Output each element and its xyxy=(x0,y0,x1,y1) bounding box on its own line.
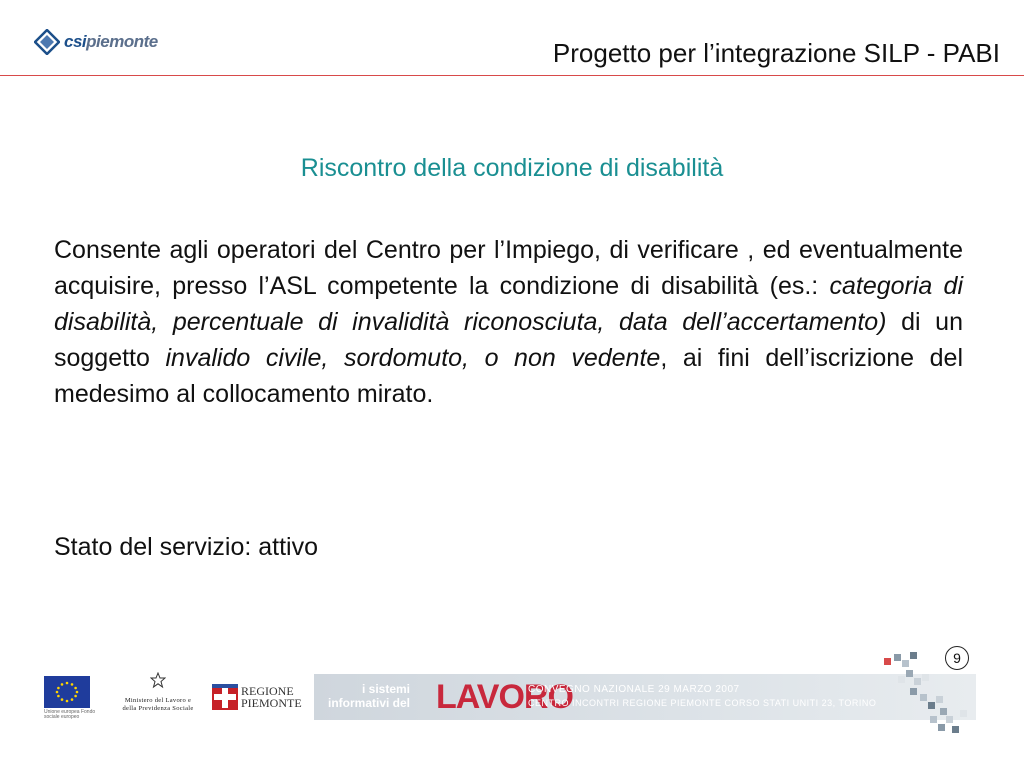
logo-piemonte: piemonte xyxy=(86,32,158,51)
service-status: Stato del servizio: attivo xyxy=(54,533,319,561)
lavoro-banner xyxy=(314,674,976,720)
eu-caption: Unione europea Fondo sociale europeo xyxy=(44,709,96,720)
header-divider xyxy=(0,75,1024,76)
banner-line2: informativi del xyxy=(328,696,411,710)
regione-line2: PIEMONTE xyxy=(241,696,302,710)
banner-event-location: CENTRO INCONTRI REGIONE PIEMONTE CORSO STATI UNITI 23, TORINO xyxy=(528,698,877,708)
page-number: 9 xyxy=(945,646,969,670)
banner-title: LAVORO xyxy=(436,678,573,716)
eu-logo xyxy=(44,676,96,720)
paragraph-text: di un soggetto xyxy=(54,308,963,372)
section-heading: Riscontro della condizione di disabilità xyxy=(300,154,724,182)
slide-title: Progetto per l’integrazione SILP - PABI xyxy=(552,38,1000,68)
paragraph-text: , ai fini dell’iscrizione del medesimo al collocamento mirato. xyxy=(54,344,964,408)
banner-event-date: CONVEGNO NAZIONALE 29 MARZO 2007 xyxy=(528,684,740,695)
csi-piemonte-logo xyxy=(34,26,184,58)
ministero-logo xyxy=(118,672,198,722)
csi-diamond-icon xyxy=(34,29,60,55)
paragraph-italic-text: categoria di disabilità, percentuale di invalidità riconosciuta, data dell’accertamento) xyxy=(54,272,963,336)
ministero-name: Ministero del Lavoro e della Previdenza Sociale xyxy=(122,697,194,712)
eu-flag-icon xyxy=(44,676,90,708)
regione-line1: REGIONE xyxy=(241,684,294,698)
paragraph-italic-text: invalido civile, sordomuto, o non vedente xyxy=(165,344,661,372)
banner-subtitle xyxy=(328,682,410,710)
logo-csi: csi xyxy=(64,32,87,51)
italian-emblem-icon xyxy=(150,672,166,690)
paragraph-text: Consente agli operatori del Centro per l’Impiego, di verificare , ed eventualmente acquisire, presso l’ASL competente la condizione di disabilità (es.: xyxy=(54,236,963,300)
banner-line1: i sistemi xyxy=(361,682,411,696)
regione-piemonte-logo xyxy=(212,682,302,712)
regione-flag-icon xyxy=(212,684,238,710)
pixel-map-decoration-icon xyxy=(880,650,980,740)
regione-name xyxy=(241,685,302,709)
logo-wordmark xyxy=(64,32,158,52)
description-paragraph xyxy=(54,232,963,412)
